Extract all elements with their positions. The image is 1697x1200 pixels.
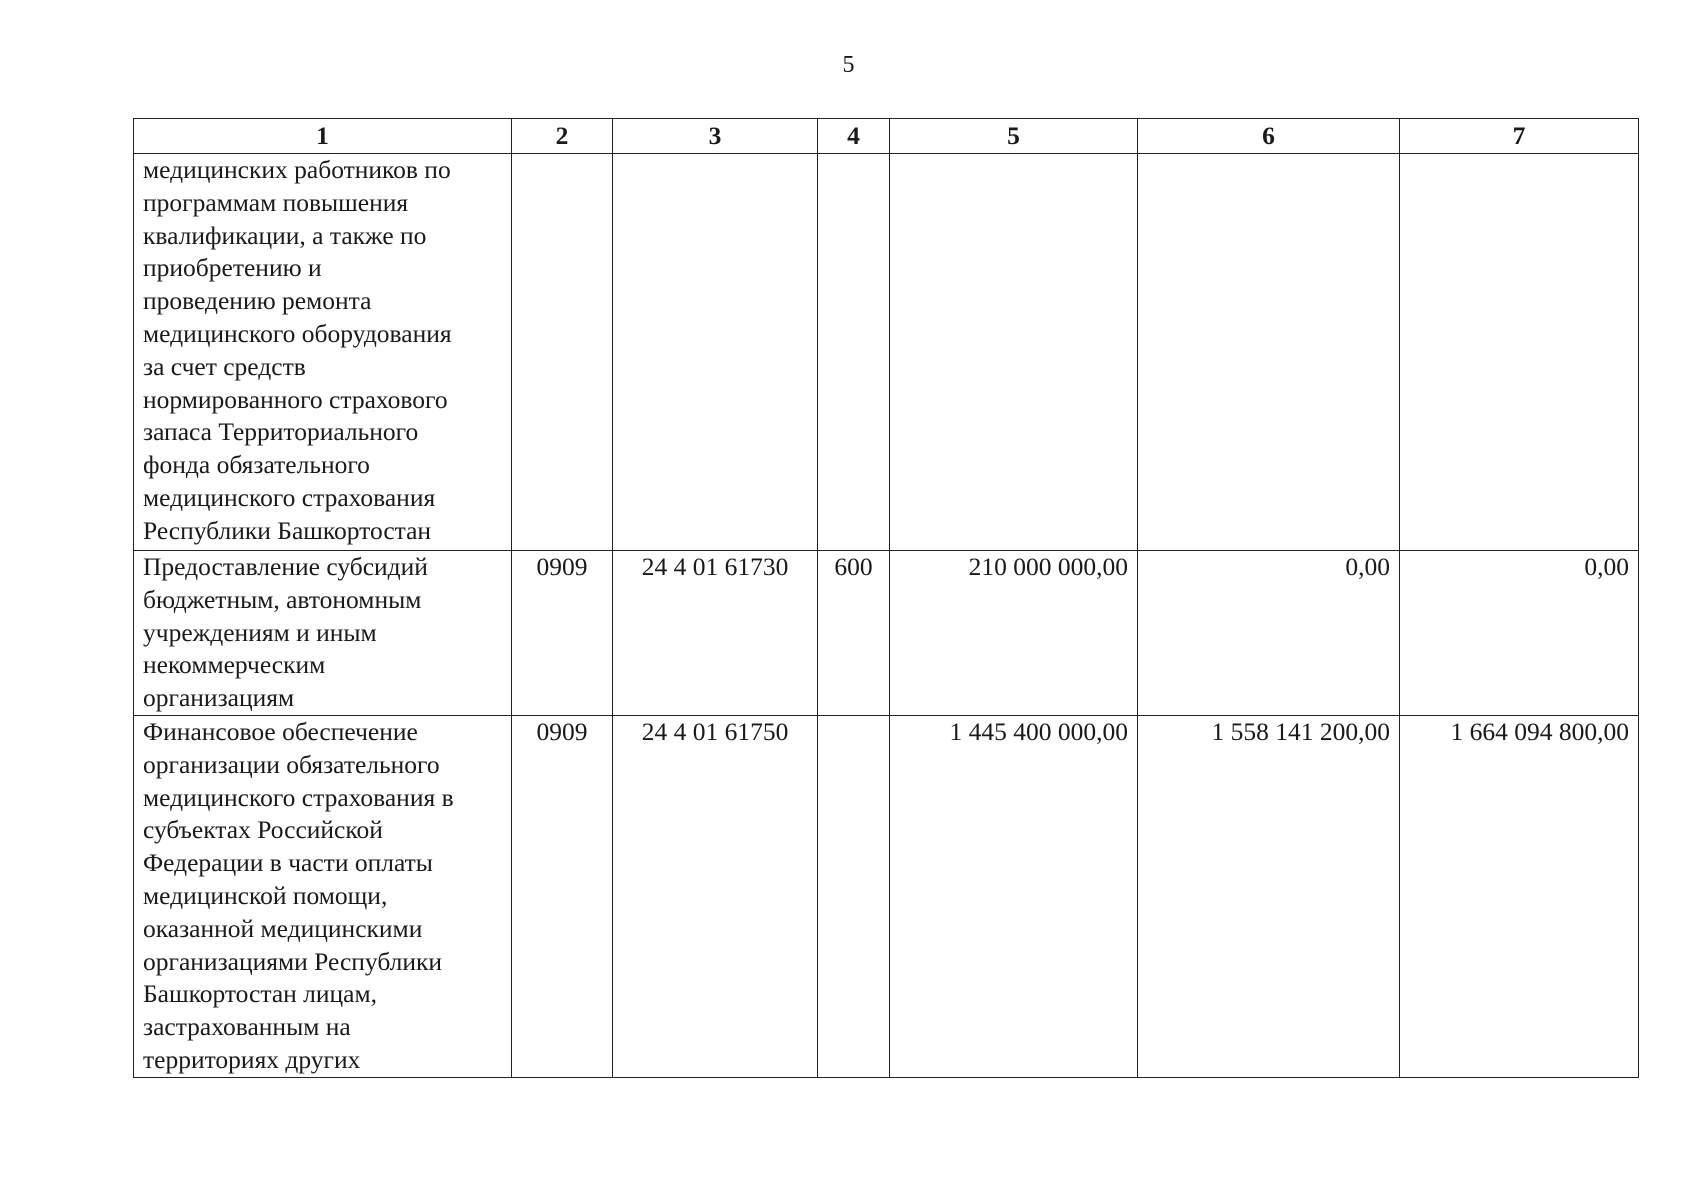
description-line: организациями Республики xyxy=(143,946,443,976)
row-amount-year2 xyxy=(1138,154,1400,551)
table-header-row xyxy=(134,119,1639,154)
description-line: бюджетным, автономным xyxy=(143,584,422,614)
header-col-1: 1 xyxy=(134,119,512,154)
row-amount-year1: 210 000 000,00 xyxy=(890,551,1138,716)
header-col-7: 7 xyxy=(1400,119,1639,154)
description-line: оказанной медицинскими xyxy=(143,913,423,943)
row-amount-year3 xyxy=(1400,154,1639,551)
row-amount-year2: 0,00 xyxy=(1138,551,1400,716)
page-number: 5 xyxy=(842,52,855,78)
table-row xyxy=(134,715,1639,1077)
description-line: застрахованным на xyxy=(143,1012,351,1042)
row-description xyxy=(134,154,512,551)
row-target-article: 24 4 01 61730 xyxy=(613,551,818,716)
row-target-article: 24 4 01 61750 xyxy=(613,715,818,1077)
header-col-6: 6 xyxy=(1138,119,1400,154)
row-section-code xyxy=(512,154,613,551)
description-line: фонда обязательного xyxy=(143,450,370,480)
row-amount-year2: 1 558 141 200,00 xyxy=(1138,715,1400,1077)
table-row xyxy=(134,154,1639,551)
description-line: за счет средств xyxy=(143,351,306,381)
row-section-code: 0909 xyxy=(512,715,613,1077)
description-line: некоммерческим xyxy=(143,650,326,680)
description-line: квалификации, а также по xyxy=(143,220,427,250)
description-line: субъектах Российской xyxy=(143,815,383,845)
description-line: территориях других xyxy=(143,1044,361,1074)
row-amount-year3: 0,00 xyxy=(1400,551,1639,716)
description-line: медицинского страхования xyxy=(143,482,436,512)
row-expense-type: 600 xyxy=(818,551,890,716)
description-line: медицинских работников по xyxy=(143,155,451,184)
description-line: медицинской помощи, xyxy=(143,880,388,910)
row-amount-year1: 1 445 400 000,00 xyxy=(890,715,1138,1077)
description-line: запаса Территориального xyxy=(143,417,419,447)
row-amount-year1 xyxy=(890,154,1138,551)
description-line: медицинского оборудования xyxy=(143,318,452,348)
row-section-code: 0909 xyxy=(512,551,613,716)
budget-table xyxy=(133,118,1639,1078)
row-description xyxy=(134,715,512,1077)
description-line: Финансовое обеспечение xyxy=(143,716,418,746)
row-expense-type xyxy=(818,154,890,551)
description-line: приобретению и xyxy=(143,253,322,283)
description-line: организации обязательного xyxy=(143,749,440,779)
description-line: нормированного страхового xyxy=(143,384,448,414)
description-line: Башкортостан лицам, xyxy=(143,979,378,1009)
description-line: Республики Башкортостан xyxy=(143,515,432,545)
description-line: программам повышения xyxy=(143,187,409,217)
description-line: Предоставление субсидий xyxy=(143,552,428,581)
row-expense-type xyxy=(818,715,890,1077)
row-description xyxy=(134,551,512,716)
description-line: медицинского страхования в xyxy=(143,782,454,812)
header-col-2: 2 xyxy=(512,119,613,154)
header-col-5: 5 xyxy=(890,119,1138,154)
header-col-3: 3 xyxy=(613,119,818,154)
row-target-article xyxy=(613,154,818,551)
header-col-4: 4 xyxy=(818,119,890,154)
description-line: организациям xyxy=(143,683,295,713)
row-amount-year3: 1 664 094 800,00 xyxy=(1400,715,1639,1077)
description-line: проведению ремонта xyxy=(143,286,372,316)
description-line: Федерации в части оплаты xyxy=(143,848,433,878)
description-line: учреждениям и иным xyxy=(143,617,377,647)
table-row xyxy=(134,551,1639,716)
